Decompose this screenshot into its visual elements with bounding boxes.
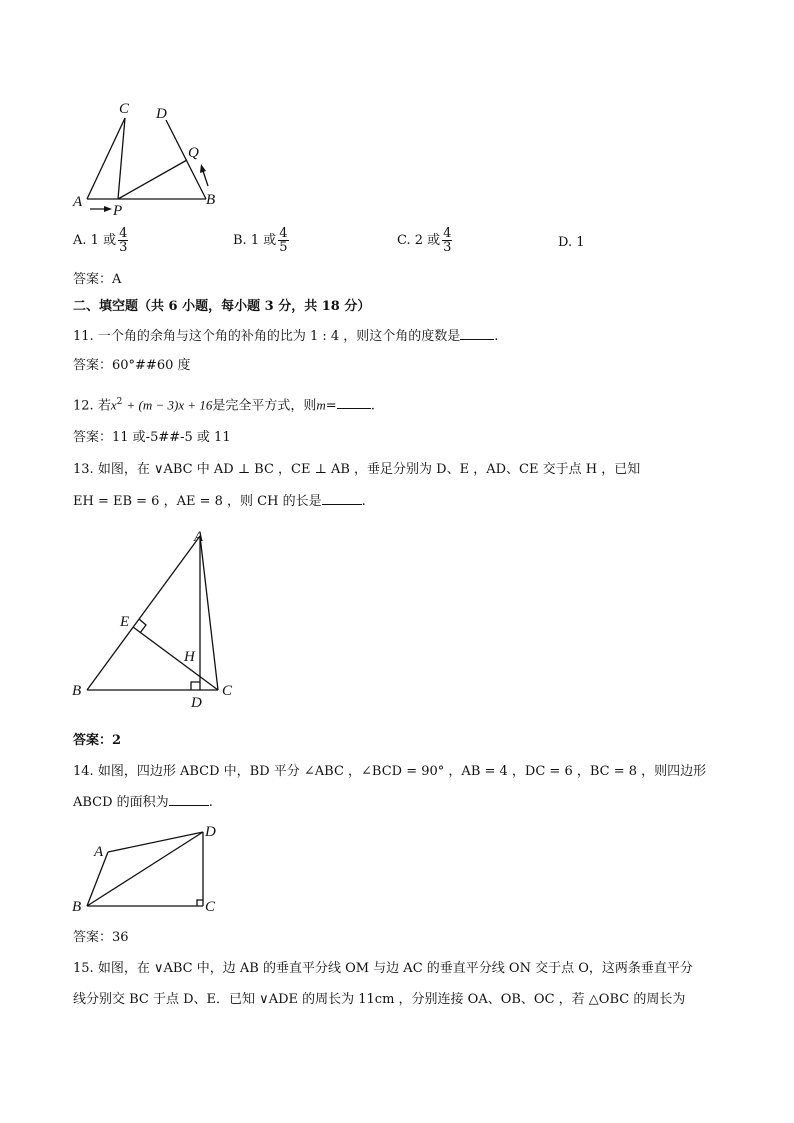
answer-blank [169, 793, 209, 806]
arrow-p-head [104, 206, 112, 212]
answer-blank [460, 327, 494, 340]
answer-blank [322, 492, 362, 505]
segment-EC [133, 627, 218, 690]
segment-PQ [118, 160, 187, 199]
label-H: H [184, 649, 195, 665]
question-15-line2: 线分别交 BC 于点 D、E．已知 ∨ADE 的周长为 11cm ，分别连接 OA、OB、OC ，若 △OBC 的周长为 [73, 992, 686, 1007]
label-A: A [94, 844, 104, 860]
label-C: C [205, 899, 216, 915]
label-B: B [72, 683, 82, 699]
label-D: D [205, 824, 216, 840]
right-angle-C [197, 900, 203, 906]
answer-q10: 答案：A [73, 272, 122, 287]
segment-AD [108, 832, 203, 852]
label-B: B [72, 899, 82, 915]
question-13-line1: 13. 如图，在 ∨ABC 中 AD ⊥ BC ，CE ⊥ AB ，垂足分别为 D、E ，AD、CE 交于点 H ，已知 [73, 462, 641, 477]
label-P: P [113, 203, 123, 219]
answer-q13: 答案：2 [73, 733, 122, 748]
label-C: C [119, 101, 130, 117]
answer-q12: 答案：11 或-5##-5 或 11 [73, 430, 231, 445]
option-a: A. 1 或 $\frac{4}{3}$ [73, 226, 128, 255]
question-14-line2: ABCD 的面积为 . [73, 795, 213, 810]
fraction: $\frac{4}{3}$ [119, 226, 128, 255]
answer-q11: 答案：60°##60 度 [73, 358, 191, 373]
segment-AC [200, 536, 218, 690]
label-A: A [194, 529, 204, 545]
segment-DB [166, 120, 206, 199]
right-angle-E [139, 619, 146, 633]
arrow-q-head [200, 164, 206, 173]
label-B: B [206, 192, 216, 208]
right-angle-D [191, 682, 200, 690]
label-A: A [73, 194, 83, 210]
label-D: D [191, 695, 202, 711]
label-Q: Q [188, 145, 199, 161]
fraction: $\frac{4}{3}$ [443, 226, 452, 255]
figure-q13 [70, 525, 245, 715]
figure-q14 [70, 820, 230, 920]
question-13-line2: EH = EB = 6 ，AE = 8 ，则 CH 的长是 . [73, 494, 366, 509]
section-title: 二、填空题（共 6 小题，每小题 3 分，共 18 分） [73, 299, 371, 314]
figure-q10 [70, 98, 230, 220]
segment-BD [87, 832, 203, 906]
segment-BA [87, 852, 108, 906]
question-15-line1: 15. 如图，在 ∨ABC 中，边 AB 的垂直平分线 OM 与边 AC 的垂直平分线 ON 交于点 O，这两条垂直平分 [73, 961, 693, 976]
fraction: $\frac{4}{5}$ [279, 226, 288, 255]
option-d: D. 1 [558, 235, 585, 250]
label-D: D [156, 106, 167, 122]
label-C: C [222, 683, 233, 699]
answer-blank [337, 396, 371, 409]
segment-BA [87, 536, 200, 690]
question-11: 11. 一个角的余角与这个角的补角的比为 1 : 4 ，则这个角的度数是 . [73, 329, 499, 344]
answer-q14: 答案：36 [73, 930, 129, 945]
question-14-line1: 14. 如图，四边形 ABCD 中，BD 平分 ∠ABC ，∠BCD = 90° ，AB = 4 ，DC = 6 ，BC = 8 ，则四边形 [73, 764, 707, 779]
label-E: E [120, 614, 130, 630]
option-b: B. 1 或 $\frac{4}{5}$ [233, 226, 288, 255]
question-12: 12. 若$x^2 + (m - 3)x + 16$是完全平方式，则m= . [73, 397, 375, 414]
option-c: C. 2 或 $\frac{4}{3}$ [397, 226, 452, 255]
